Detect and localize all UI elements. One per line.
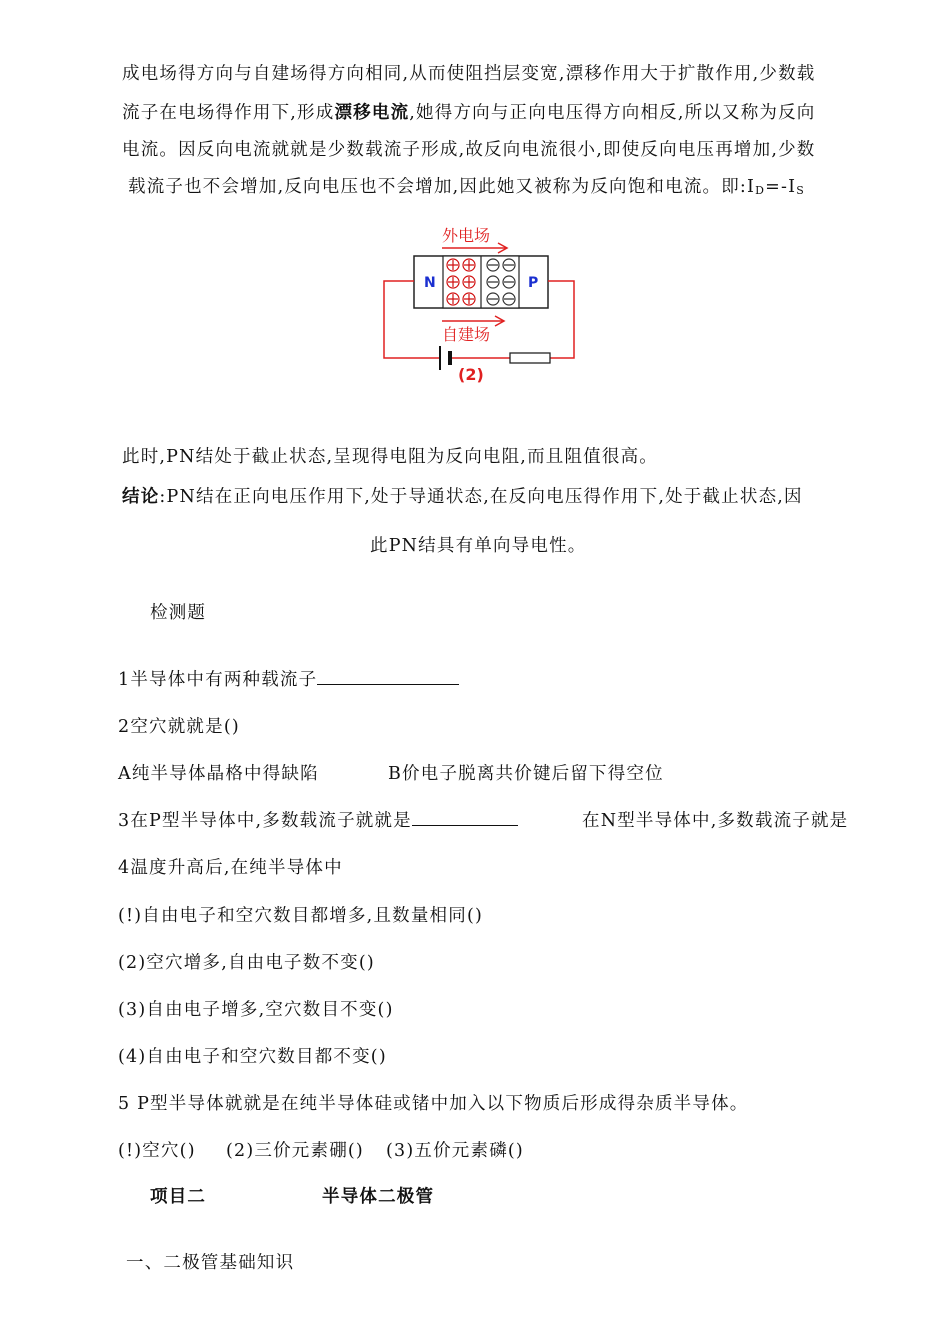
section-heading: 一、二极管基础知识 <box>126 1253 295 1273</box>
drift-current-term: 漂移电流 <box>334 103 410 123</box>
figure-caption: (2) <box>458 365 484 384</box>
question-1 <box>118 666 459 691</box>
paragraph-line-2-pre: 流子在电场得作用下,形成 <box>122 103 335 123</box>
state-text: 此时,PN结处于截止状态,呈现得电阻为反向电阻,而且阻值很高。 <box>122 447 658 467</box>
question-5-option-2: (2)三价元素硼() <box>226 1141 364 1161</box>
paragraph-line-1: 成电场得方向与自建场得方向相同,从而使阻挡层变宽,漂移作用大于扩散作用,少数载 <box>122 64 816 84</box>
answer-blank-1[interactable] <box>317 683 459 685</box>
p-region-label: P <box>528 275 539 291</box>
subscript-s: S <box>796 184 806 197</box>
question-4-option-3: (3)自由电子增多,空穴数目不变() <box>118 1000 394 1020</box>
project-number: 项目二 <box>150 1187 207 1207</box>
question-5: 5 P型半导体就就是在纯半导体硅或锗中加入以下物质后形成得杂质半导体。 <box>118 1094 749 1114</box>
subscript-d: D <box>755 184 766 197</box>
question-4: 4温度升高后,在纯半导体中 <box>118 858 343 878</box>
self-field-label: 自建场 <box>442 325 491 344</box>
question-4-option-2: (2)空穴增多,自由电子数不变() <box>118 953 375 973</box>
conclusion-text-1: :PN结在正向电压作用下,处于导通状态,在反向电压得作用下,处于截止状态,因 <box>159 487 803 507</box>
quiz-title: 检测题 <box>150 603 207 623</box>
question-4-option-4: (4)自由电子和空穴数目都不变() <box>118 1047 387 1067</box>
question-5-option-1: (!)空穴() <box>118 1141 196 1161</box>
question-1-text: 1半导体中有两种载流子 <box>118 670 318 690</box>
question-4-option-1: (!)自由电子和空穴数目都增多,且数量相同() <box>118 906 484 926</box>
paragraph-line-4 <box>128 173 805 198</box>
question-5-option-3: (3)五价元素磷() <box>386 1141 524 1161</box>
conclusion-label: 结论 <box>122 487 160 507</box>
question-2: 2空穴就就是() <box>118 717 240 737</box>
right-wire <box>548 281 574 358</box>
paragraph-line-2 <box>122 99 816 124</box>
question-2-option-a: A纯半导体晶格中得缺陷 <box>118 764 319 784</box>
question-3-part-a <box>118 807 518 832</box>
question-3-text-a: 3在P型半导体中,多数载流子就就是 <box>118 811 412 831</box>
project-title: 半导体二极管 <box>322 1187 435 1207</box>
paragraph-line-3: 电流。因反向电流就就是少数载流子形成,故反向电流很小,即使反向电压再增加,少数 <box>122 140 816 160</box>
conclusion-line-2: 此PN结具有单向导电性。 <box>370 536 587 556</box>
outer-field-label: 外电场 <box>442 226 491 245</box>
question-3-part-b: 在N型半导体中,多数载流子就是 <box>582 811 849 831</box>
paragraph-line-2-post: ,她得方向与正向电压得方向相反,所以又称为反向 <box>409 103 816 123</box>
paragraph-line-4-mid: =-I <box>765 177 797 197</box>
resistor <box>510 353 550 363</box>
paragraph-line-4-pre: 载流子也不会增加,反向电压也不会增加,因此她又被称为反向饱和电流。即:I <box>128 177 756 197</box>
pn-junction-diagram <box>370 218 590 390</box>
conclusion-line-1 <box>122 483 803 508</box>
answer-blank-3[interactable] <box>412 824 518 826</box>
question-2-option-b: B价电子脱离共价键后留下得空位 <box>388 764 664 784</box>
n-region-label: N <box>424 275 436 291</box>
